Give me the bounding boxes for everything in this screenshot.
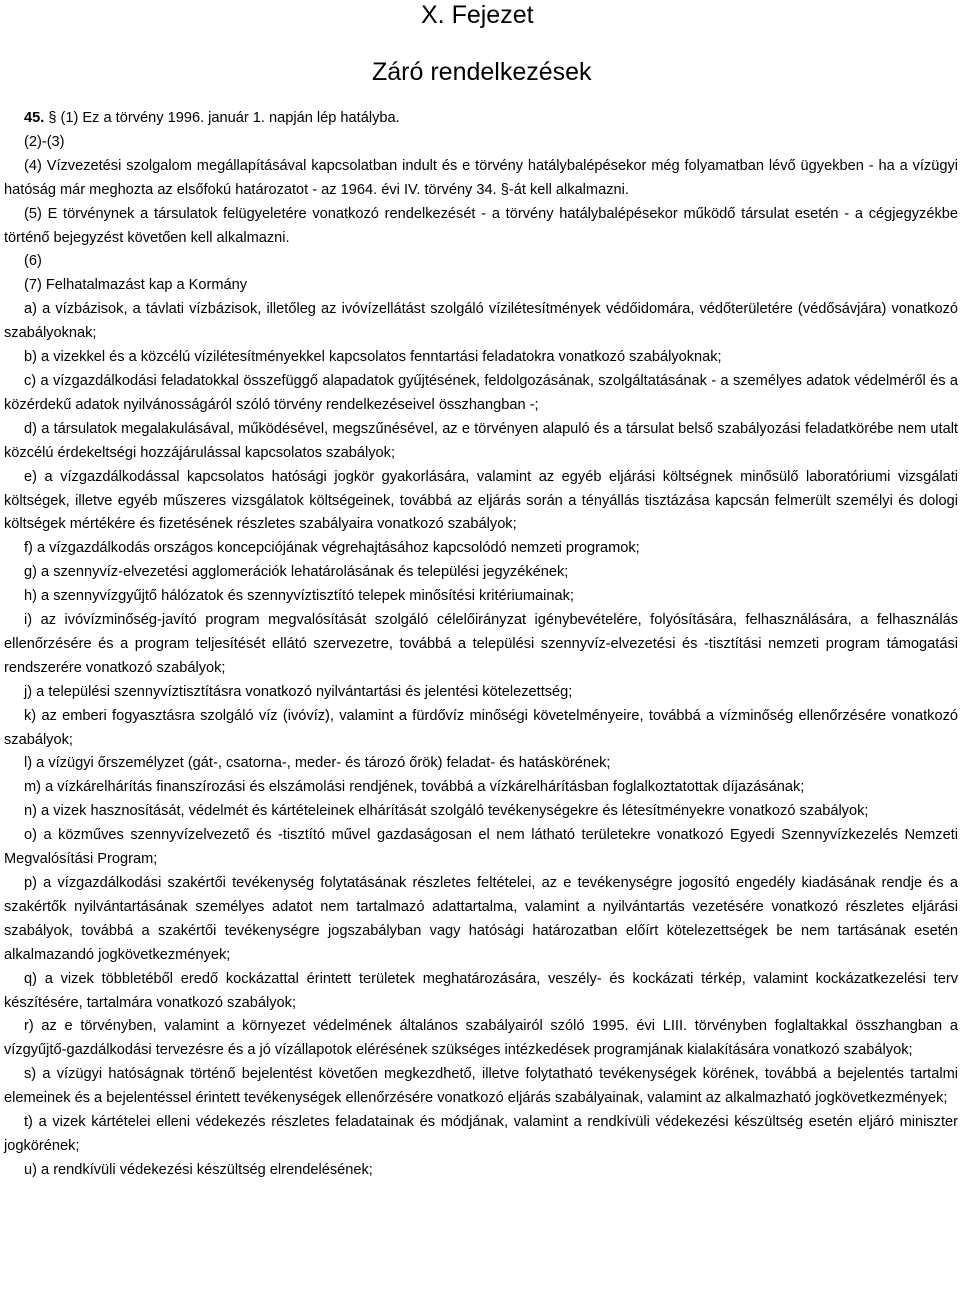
list-item: d) a társulatok megalakulásával, működésével, megszűnésével, az e törvényen alapuló és a társulat belső szabályozási feladatkörébe nem utalt közcélú érdekeltségi hozzájárulással kapcsolatos szabályok; [4,420,958,461]
section-number: 45. [24,110,45,126]
paragraph: (5) E törvénynek a társulatok felügyeletére vonatkozó rendelkezését - a törvény hatálybalépésekor működő társulat esetén - a cégjegyzékbe történő bejegyzést követően kell alkalmazni. [4,205,958,246]
section-45-paragraph-1: 45. § (1) Ez a törvény 1996. január 1. napján lép hatályba. [24,110,400,126]
list-item: i) az ivóvízminőség-javító program megvalósítását szolgáló célelőirányzat igénybevételére, folyósítására, felhasználására, a felhasználás ellenőrzésére és a program teljesítését ellátó szervezetre, továbbá a települési szennyvíz-elvezetési és -tisztítási nemzeti program támogatási rendszerére vonatkozó szabályok; [4,612,958,676]
list-item: a) a vízbázisok, a távlati vízbázisok, illetőleg az ivóvízellátást szolgáló vízilétesítmények védőidomára, védőterületére (védősávjára) vonatkozó szabályoknak; [4,301,958,342]
paragraph: (2)-(3) [24,133,65,150]
list-item: q) a vizek többletéből eredő kockázattal érintett területek meghatározására, veszély- és kockázati térkép, valamint kockázatkezelési terv készítésére, tartalmára vonatkozó szabályok; [4,970,958,1011]
section-sign-icon: § [48,110,57,126]
list-item: t) a vizek kártételei elleni védekezés részletes feladatainak és módjának, valamint a rendkívüli védekezési készültség esetén eljáró miniszter jogkörének; [4,1114,958,1154]
paragraph: (7) Felhatalmazást kap a Kormány [24,277,248,294]
list-item: k) az emberi fogyasztásra szolgáló víz (ivóvíz), valamint a fürdővíz minőségi követelményeire, továbbá a vízminőség ellenőrzésére vonatkozó szabályok; [4,707,958,748]
list-item: b) a vizekkel és a közcélú vízilétesítményekkel kapcsolatos fenntartási feladatokra vonatkozó szabályoknak; [24,349,722,366]
paragraph-text: -át kell alkalmazni. [508,181,629,198]
list-item: h) a szennyvízgyűjtő hálózatok és szennyvíztisztító telepek minősítési kritériumainak; [24,588,574,605]
list-item: l) a vízügyi őrszemélyzet (gát-, csatorna-, meder- és tározó őrök) feladat- és hatáskörének; [24,755,611,772]
list-item: f) a vízgazdálkodás országos koncepciójának végrehajtásához kapcsolódó nemzeti programok; [24,540,640,557]
section-sign-icon: § [500,181,509,198]
document-body [4,107,958,1183]
list-item: r) az e törvényben, valamint a környezet védelmének általános szabályairól szóló 1995. évi LIII. törvényben foglaltakkal összhangban a vízgyűjtő-gazdálkodási tervezésre és a jó vízállapotok elérésének szükséges intézkedések programjának kialakítására vonatkozó szabályok; [4,1018,958,1059]
chapter-title: Záró rendelkezések [372,58,592,86]
list-item: u) a rendkívüli védekezési készültség elrendelésének; [24,1161,373,1178]
list-item: c) a vízgazdálkodási feladatokkal összefüggő alapadatok gyűjtésének, feldolgozásának, szolgáltatásának - a személyes adatok védelméről és a közérdekű adatok nyilvánosságáról szóló törvény rendelkezéseivel összhangban -; [4,372,958,413]
list-item: o) a közműves szennyvízelvezető és -tisztító művel gazdaságosan el nem látható területekre vonatkozó Egyedi Szennyvízkezelés Nemzeti Megvalósítási Program; [4,827,958,868]
list-item: g) a szennyvíz-elvezetési agglomerációk lehatárolásának és települési jegyzékének; [24,564,569,581]
paragraph-text: (4) Vízvezetési szolgalom megállapításával kapcsolatban indult és e törvény hatálybalépésekor még folyamatban lévő ügyekben - ha a vízügyi hatóság már meghozta az elsőfokú határozatot - az 1964. évi IV. törvény 34. [4,157,958,198]
paragraph: (6) [24,253,42,270]
chapter-heading: X. Fejezet [421,1,534,29]
list-item: p) a vízgazdálkodási szakértői tevékenység folytatásának részletes feltételei, az e tevékenységre jogosító engedély kiadásának rendje és a szakértők nyilvántartásának személyes adatot nem tartalmazó adattartalma, valamint a nyilvántartás vezetésére vonatkozó részletes eljárási szabályok, továbbá a szakértői tevékenységre jogszabályban vagy hatósági határozatban előírt kötelezettségek be nem tartásának esetén alkalmazandó jogkövetkezmények; [4,875,958,963]
list-item: j) a települési szennyvíztisztításra vonatkozó nyilvántartási és jelentési kötelezettség; [24,683,573,700]
list-item: m) a vízkárelhárítás finanszírozási és elszámolási rendjének, továbbá a vízkárelhárításban foglalkoztatottak díjazásának; [24,779,805,796]
list-item: s) a vízügyi hatóságnak történő bejelentést követően megkezdhető, illetve folytatható tevékenységek körének, továbbá a bejelentés tartalmi elemeinek és a bejelentéssel érintett tevékenységek ellenőrzésére vonatkozó eljárás szabályainak, valamint az alkalmazható jogkövetkezmények; [4,1066,958,1107]
paragraph [4,155,958,203]
list-item: n) a vizek hasznosítását, védelmét és kártételeinek elhárítását szolgáló tevékenységekre és létesítményekre vonatkozó szabályok; [24,803,869,820]
list-item: e) a vízgazdálkodással kapcsolatos hatósági jogkör gyakorlására, valamint az egyéb eljárási költségnek minősülő laboratóriumi vizsgálati költségek, illetve egyéb műszeres vizsgálatok költségeinek, továbbá az eljárás során a tényállás tisztázása kapcsán felmerült személyi és dologi költségek mértékére és fizetésének részletes szabályaira vonatkozó szabályok; [4,468,958,533]
